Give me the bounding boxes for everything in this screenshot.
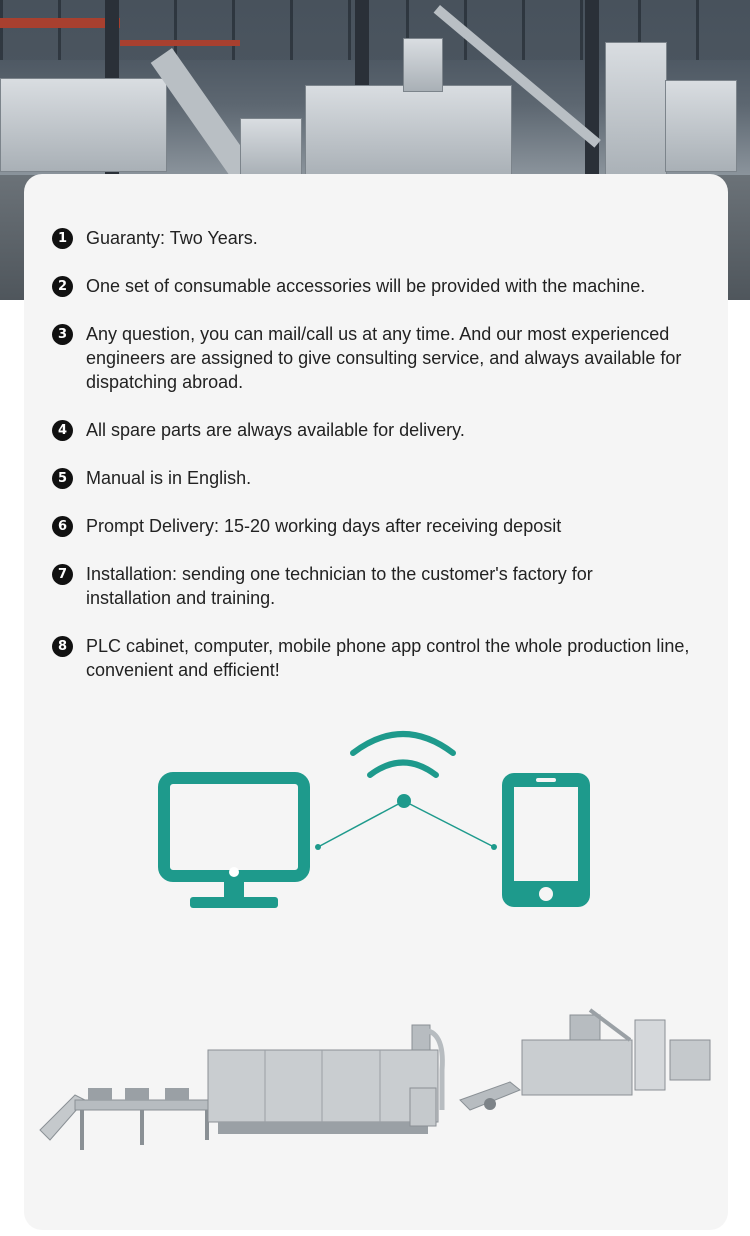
feature-text: Prompt Delivery: 15-20 working days after receiving deposit xyxy=(86,516,562,536)
number-badge: 6 xyxy=(52,516,73,537)
extruder-machine xyxy=(305,85,512,177)
hopper xyxy=(403,38,443,92)
feature-text: One set of consumable accessories will be provided with the machine. xyxy=(86,276,646,296)
production-line-illustration xyxy=(30,1000,720,1165)
number-badge: 4 xyxy=(52,420,73,441)
monitor-icon xyxy=(164,778,304,908)
number-badge: 7 xyxy=(52,564,73,585)
wifi-icon xyxy=(353,734,453,808)
number-badge: 3 xyxy=(52,324,73,345)
feature-item xyxy=(52,562,732,610)
feature-text: PLC cabinet, computer, mobile phone app control the whole production line, convenient and efficient! xyxy=(86,636,690,680)
oven xyxy=(208,1025,442,1134)
plc-cabinet xyxy=(605,42,667,179)
oven-machine xyxy=(0,78,167,172)
feature-item xyxy=(52,322,732,394)
feature-text: Installation: sending one technician to the customer's factory for installation and training. xyxy=(86,564,593,608)
feature-text: Guaranty: Two Years. xyxy=(86,228,258,248)
number-badge: 8 xyxy=(52,636,73,657)
smartphone-icon xyxy=(502,773,590,907)
feature-item xyxy=(52,634,732,682)
feature-item xyxy=(52,514,732,538)
feature-item xyxy=(52,418,732,442)
feature-item xyxy=(52,466,732,490)
feature-item xyxy=(52,226,732,250)
feature-text: Any question, you can mail/call us at any time. And our most experienced engineers are assigned to give consulting service, and always available for dispatching abroad. xyxy=(86,324,682,392)
mixer-machine xyxy=(665,80,737,172)
feature-item xyxy=(52,274,732,298)
conveyor-hoist xyxy=(410,1082,520,1126)
feature-text: Manual is in English. xyxy=(86,468,252,488)
connectivity-diagram xyxy=(150,720,600,915)
control-box xyxy=(240,118,302,176)
extruder xyxy=(522,1010,710,1095)
number-badge: 2 xyxy=(52,276,73,297)
connection-lines xyxy=(315,801,497,850)
feature-text: All spare parts are always available for delivery. xyxy=(86,420,465,440)
roof-beam xyxy=(0,18,120,28)
number-badge: 5 xyxy=(52,468,73,489)
feature-list xyxy=(52,226,732,682)
number-badge: 1 xyxy=(52,228,73,249)
roof-beam xyxy=(120,40,240,46)
cooling-conveyor xyxy=(40,1088,215,1150)
